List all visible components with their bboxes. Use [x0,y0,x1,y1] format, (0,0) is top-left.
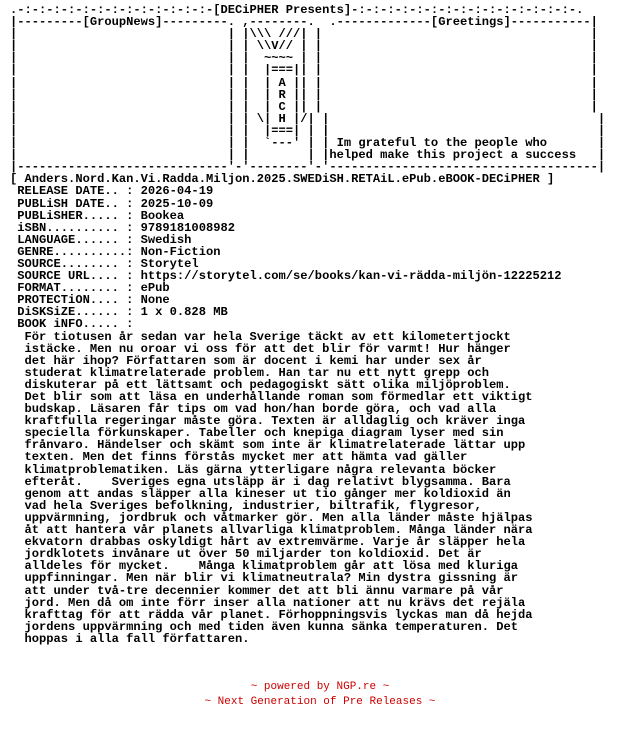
ascii-art-line: | | | | A || | | [10,75,598,90]
description-line: För tiotusen år sedan var hela Sverige täckt av ett kilometertjockt [10,329,511,344]
footer-tagline: ~ Next Generation of Pre Releases ~ [204,696,436,708]
description-line: ekvatorn drabbas oskyldigt hårt av extremvärme. Varje år släpper hela [10,535,526,550]
description-line: efteråt. Sveriges egna utsläpp är i dag relativt blygsamma. Bara [10,474,511,489]
release-field-line: iSBN.......... : 9789181008982 [10,220,235,235]
release-field-line: PUBLiSHER..... : Bookea [10,208,185,223]
ascii-art-line: | | | | R || | | [10,87,598,102]
description-line: uppfinningar. Men när blir vi klimatneutrala? Min dystra gissning är [10,571,519,586]
description-line: det här ihop? Författaren som är docent i kemi har under sex år [10,353,482,368]
ascii-art-line: | | | \\V// | | | [10,39,598,54]
book-description [10,331,605,645]
description-line: kraftfulla regeringar måste göra. Texten är alldaglig och kräver inga [10,414,526,429]
release-field-line: BOOK iNFO..... : [10,317,134,332]
release-field-line: SOURCE........ : Storytel [10,256,199,271]
description-line: klimatproblematiken. Läs gärna ytterligare några relevanta böcker [10,462,497,477]
description-line: jordens uppvärmning och med tiden även kunna sänka temperaturen. Det [10,619,519,634]
greetings-line: | | | | |helped make this project a success | [10,148,606,163]
nfo-document [10,4,605,645]
release-title: [ Anders.Nord.Kan.Vi.Radda.Miljon.2025.SWEDiSH.RETAiL.ePub.eBOOK-DECiPHER ] [10,172,555,187]
description-line: studerat klimatrelaterade problem. Han tar nu ett nytt grepp och [10,365,489,380]
release-field-line: LANGUAGE...... : Swedish [10,232,192,247]
description-line: jord. Men då om inte förr inser alla nationer att nu krävs det rejäla [10,595,526,610]
description-line: jordklotets invånare ut över 50 miljarder ton koldioxid. Det är [10,547,482,562]
release-field-line: GENRE..........: Non-Fiction [10,244,221,259]
description-line: uppvärmning, jordbruk och våtmarker gör. Men alla länder måste hjälpas [10,510,533,525]
greetings-line: | | | `---' | | Im grateful to the people who | [10,136,606,151]
description-line: genom att andas släpper alla kineser ut tio gånger mer koldioxid än [10,486,511,501]
description-line: frånvaro. Händelser och skämt som inte är klimatrelaterade lättar upp [10,438,526,453]
description-line: vad hela Sveriges befolkning, industrier, biltrafik, flygresor, [10,498,482,513]
release-fields [10,185,605,330]
description-line: krafttag för att rädda vår planet. Förhoppningsvis lyckas man då hejda [10,607,533,622]
description-line: Det blir som att läsa en underhållande roman som förmedlar ett viktigt [10,390,533,404]
description-line: speciella förkunskaper. Tabeller och knepiga diagram lyser med sin [10,426,504,441]
header-section-titles: |---------[GroupNews]---------. ,--------. .-------------[Greetings]-----------| [10,15,598,30]
header-bottom-border: |-----------------------------'-'--------'-'-------------------------------------| [10,160,606,175]
footer-powered-by: ~ powered by NGP.re ~ [250,681,390,693]
ascii-art-line: | | | \| H |/| | | [10,111,606,126]
description-line: hoppas i alla fall författaren. [10,631,250,646]
ascii-art-line: | | | | C || | | [10,99,598,114]
description-line: diskuterar på ett lättsamt och pedagogiskt sätt olika miljöproblem. [10,377,511,392]
description-line: istäcke. Men nu oroar vi oss för att det blir för varmt! Hur hänger [10,341,511,356]
description-line: åt att hantera vår planets allvarliga klimatproblem. Många länder nära [10,523,533,538]
release-field-line: RELEASE DATE.. : 2026-04-19 [10,184,214,199]
ascii-art-line: | | | |===| | | | [10,123,606,138]
release-field-line: PROTECTiON.... : None [10,293,170,308]
release-field-line: SOURCE URL.... : https://storytel.com/se/books/kan-vi-rädda-miljön-12225212 [10,269,562,284]
ascii-art-line: | | | |===|| | | [10,63,598,78]
release-field-line: PUBLiSH DATE.. : 2025-10-09 [10,196,214,211]
release-field-line: FORMAT........ : ePub [10,281,170,296]
description-line: alldeles för mycket. Många klimatproblem går att lösa med kluriga [10,559,519,574]
ascii-art-line: | | | ~~~~ | | | [10,51,598,66]
description-line: budskap. Läsaren får tips om vad hon/han borde göra, och vad alla [10,402,497,417]
header-top-border: .-:-:-:-:-:-:-:-:-:-:-:-:-:-[DECiPHER Presents]-:-:-:-:-:-:-:-:-:-:-:-:-:-:-:-. [10,3,584,17]
release-field-line: DiSKSiZE...... : 1 x 0.828 MB [10,305,228,320]
description-line: texten. Men det finns förstås mycket mer att hämta vad gäller [10,450,468,465]
description-line: att under två-tre decennier kommer det att bli ännu varmare på vår [10,583,504,598]
ascii-art-line: | | |\\\ ///| | | [10,27,598,42]
